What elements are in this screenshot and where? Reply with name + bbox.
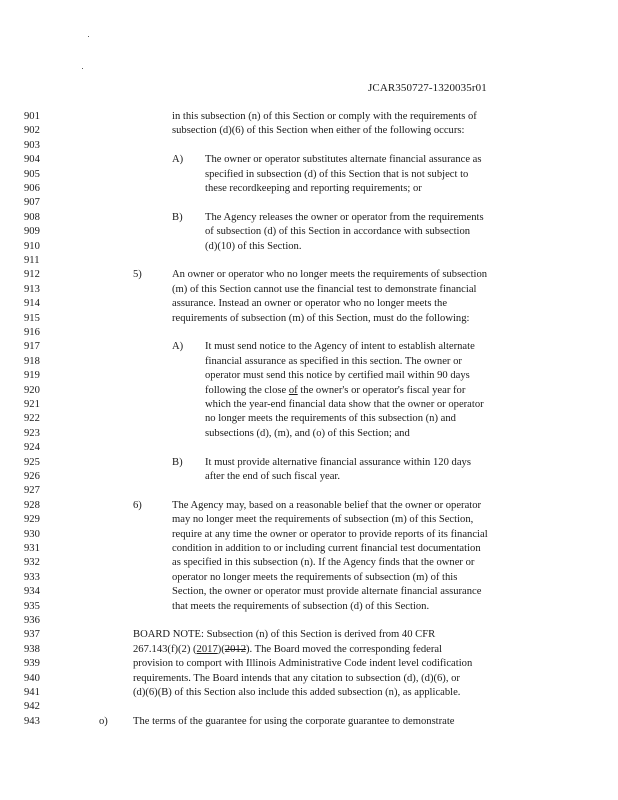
line-number: 917 xyxy=(24,341,40,353)
text-run: An owner or operator who no longer meets the requirements of subsection xyxy=(172,269,488,281)
line-number: 941 xyxy=(24,687,40,698)
text-run: the owner's or operator's fiscal year for xyxy=(297,384,466,396)
text-run: The owner or operator substitutes alternate financial assurance as xyxy=(205,154,482,166)
subsection-label: 6) xyxy=(133,499,142,511)
document-line xyxy=(0,514,618,528)
text-run: (d)(10) of this Section. xyxy=(205,240,302,252)
line-text xyxy=(205,457,471,468)
document-line xyxy=(0,687,618,701)
document-line xyxy=(0,327,618,341)
line-number: 910 xyxy=(24,240,40,252)
scan-speck xyxy=(88,36,89,37)
line-number: 916 xyxy=(24,327,40,338)
document-line xyxy=(0,485,618,499)
line-text xyxy=(172,529,488,540)
line-number: 903 xyxy=(24,139,40,151)
text-run: provision to comport with Illinois Administrative Code indent level codification xyxy=(133,658,473,670)
line-number: 914 xyxy=(24,298,40,310)
line-text xyxy=(172,601,429,612)
line-number: 940 xyxy=(24,672,40,684)
text-run: The Agency releases the owner or operator from the requirements xyxy=(205,211,484,223)
line-text xyxy=(172,284,476,295)
deleted-text: 2012 xyxy=(224,643,246,655)
text-run: ). The Board moved the corresponding federal xyxy=(245,643,442,655)
line-text xyxy=(205,471,340,482)
text-run: assurance. Instead an owner or operator who no longer meets the xyxy=(172,298,448,310)
line-text xyxy=(205,169,468,180)
line-number: 939 xyxy=(24,658,40,670)
text-run: subsections (d), (m), and (o) of this Section; and xyxy=(205,427,410,439)
document-line xyxy=(0,140,618,154)
text-run: as specified in this subsection (n). If the Agency finds that the owner or xyxy=(172,557,475,569)
line-text xyxy=(172,543,481,554)
line-number: 942 xyxy=(24,701,40,713)
document-line xyxy=(0,241,618,255)
line-number: 929 xyxy=(24,514,40,526)
inserted-text: of xyxy=(288,384,298,396)
line-text xyxy=(133,716,455,727)
line-text xyxy=(133,644,442,655)
line-text xyxy=(172,313,469,324)
line-number: 907 xyxy=(24,197,40,209)
document-line xyxy=(0,356,618,370)
document-line xyxy=(0,557,618,571)
document-line xyxy=(0,212,618,226)
line-text xyxy=(205,341,475,352)
document-line xyxy=(0,629,618,643)
line-number: 912 xyxy=(24,269,40,281)
document-line xyxy=(0,370,618,384)
text-run: )( xyxy=(217,643,225,655)
subsection-label: B) xyxy=(172,456,183,468)
line-text xyxy=(172,125,464,136)
line-text xyxy=(172,298,447,309)
line-text xyxy=(205,413,456,424)
line-number: 938 xyxy=(24,643,40,655)
subsection-label: o) xyxy=(99,715,108,727)
document-line xyxy=(0,255,618,269)
document-line xyxy=(0,399,618,413)
line-number: 924 xyxy=(24,442,40,454)
document-line xyxy=(0,125,618,139)
line-text xyxy=(133,658,472,669)
document-line xyxy=(0,572,618,586)
text-run: operator no longer meets the requirements of subsection (m) of this xyxy=(172,571,458,583)
line-text xyxy=(172,111,477,122)
document-line xyxy=(0,644,618,658)
document-line xyxy=(0,457,618,471)
inserted-text: 2017 xyxy=(196,643,218,655)
text-run: (m) of this Section cannot use the financial test to demonstrate financial xyxy=(172,283,477,295)
text-run: financial assurance as specified in this section. The owner or xyxy=(205,355,462,367)
document-line xyxy=(0,313,618,327)
line-text xyxy=(205,241,302,252)
document-line xyxy=(0,716,618,730)
text-run: operator must send this notice by certified mail within 90 days xyxy=(205,370,470,382)
line-number: 921 xyxy=(24,399,40,410)
text-run: after the end of such fiscal year. xyxy=(205,471,341,482)
document-line xyxy=(0,701,618,715)
text-run: It must provide alternative financial assurance within 120 days xyxy=(205,456,471,468)
document-line xyxy=(0,543,618,557)
line-number: 943 xyxy=(24,715,40,727)
line-number: 934 xyxy=(24,586,40,598)
document-line xyxy=(0,413,618,427)
text-run: The Agency may, based on a reasonable belief that the owner or operator xyxy=(172,499,482,511)
line-text xyxy=(133,687,460,698)
text-run: that meets the requirements of subsection (d) of this Section. xyxy=(172,600,430,612)
text-run: no longer meets the requirements of this subsection (n) and xyxy=(205,413,456,425)
line-number: 927 xyxy=(24,485,40,497)
document-line xyxy=(0,658,618,672)
text-run: subsection (d)(6) of this Section when either of the following occurs: xyxy=(172,125,465,137)
text-run: 267.143(f)(2) ( xyxy=(133,643,197,655)
document-line xyxy=(0,183,618,197)
line-text xyxy=(133,629,435,640)
document-line xyxy=(0,601,618,615)
line-number: 920 xyxy=(24,384,40,396)
line-number: 918 xyxy=(24,355,40,367)
line-number: 902 xyxy=(24,125,40,137)
text-run: of subsection (d) of this Section in accordance with subsection xyxy=(205,226,471,238)
document-line xyxy=(0,471,618,485)
subsection-label: 5) xyxy=(133,269,142,281)
text-run: Section, the owner or operator must provide alternate financial assurance xyxy=(172,586,482,598)
subsection-label: A) xyxy=(172,341,184,353)
document-line xyxy=(0,529,618,543)
line-number: 933 xyxy=(24,571,40,583)
line-text xyxy=(205,385,465,396)
line-text xyxy=(172,586,481,597)
document-line xyxy=(0,615,618,629)
line-number: 935 xyxy=(24,600,40,612)
text-run: specified in subsection (d) of this Section that is not subject to xyxy=(205,168,469,180)
line-number: 906 xyxy=(24,183,40,194)
text-run: which the year-end financial data show that the owner or operator xyxy=(205,399,484,410)
line-text xyxy=(205,183,422,194)
line-text xyxy=(172,514,473,525)
document-line xyxy=(0,500,618,514)
document-line xyxy=(0,226,618,240)
line-text xyxy=(205,428,410,439)
scan-speck xyxy=(82,68,83,69)
line-text xyxy=(205,356,462,367)
text-run: requirements of subsection (m) of this Section, must do the following: xyxy=(172,312,470,324)
document-line xyxy=(0,673,618,687)
line-number: 909 xyxy=(24,226,40,238)
line-number: 904 xyxy=(24,154,40,166)
subsection-label: A) xyxy=(172,154,184,166)
text-run: condition in addition to or including current financial test documentation xyxy=(172,543,481,554)
document-line xyxy=(0,284,618,298)
text-run: may no longer meet the requirements of subsection (m) of this Section, xyxy=(172,514,474,526)
line-number: 926 xyxy=(24,471,40,482)
line-number: 913 xyxy=(24,283,40,295)
document-line xyxy=(0,442,618,456)
subsection-label: B) xyxy=(172,211,183,223)
document-line xyxy=(0,197,618,211)
line-number: 925 xyxy=(24,456,40,468)
text-run: (d)(6)(B) of this Section also include this added subsection (n), as applicable. xyxy=(133,687,461,698)
line-number: 937 xyxy=(24,629,40,641)
text-run: requirements. The Board intends that any citation to subsection (d), (d)(6), or xyxy=(133,672,460,684)
text-run: It must send notice to the Agency of intent to establish alternate xyxy=(205,341,475,353)
line-text xyxy=(133,673,460,684)
document-line xyxy=(0,169,618,183)
line-text xyxy=(172,269,487,280)
document-line xyxy=(0,111,618,125)
line-number: 911 xyxy=(24,255,40,266)
line-number: 919 xyxy=(24,370,40,382)
line-number: 922 xyxy=(24,413,40,425)
line-number: 932 xyxy=(24,557,40,569)
document-line xyxy=(0,428,618,442)
line-text xyxy=(205,226,470,237)
line-number: 936 xyxy=(24,615,40,626)
document-line xyxy=(0,385,618,399)
line-number: 931 xyxy=(24,543,40,554)
text-run: in this subsection (n) of this Section or comply with the requirements of xyxy=(172,111,477,122)
document-line xyxy=(0,298,618,312)
line-number: 905 xyxy=(24,168,40,180)
document-line xyxy=(0,269,618,283)
text-run: following the close xyxy=(205,384,289,396)
text-run: require at any time the owner or operator to provide reports of its financial xyxy=(172,528,488,540)
line-number: 915 xyxy=(24,312,40,324)
line-text xyxy=(172,557,474,568)
line-text xyxy=(172,572,457,583)
text-run: The terms of the guarantee for using the corporate guarantee to demonstrate xyxy=(133,715,455,727)
line-number: 930 xyxy=(24,528,40,540)
line-text xyxy=(205,399,484,410)
line-number: 923 xyxy=(24,427,40,439)
document-line xyxy=(0,586,618,600)
line-number: 908 xyxy=(24,211,40,223)
line-text xyxy=(205,154,482,165)
line-text xyxy=(172,500,481,511)
line-number: 901 xyxy=(24,111,40,122)
line-text xyxy=(205,370,470,381)
line-text xyxy=(205,212,484,223)
line-number: 928 xyxy=(24,499,40,511)
document-line xyxy=(0,154,618,168)
document-line xyxy=(0,341,618,355)
text-run: these recordkeeping and reporting requirements; or xyxy=(205,183,422,194)
document-id: JCAR350727-1320035r01 xyxy=(368,82,487,94)
text-run: BOARD NOTE: Subsection (n) of this Section is derived from 40 CFR xyxy=(133,629,436,641)
